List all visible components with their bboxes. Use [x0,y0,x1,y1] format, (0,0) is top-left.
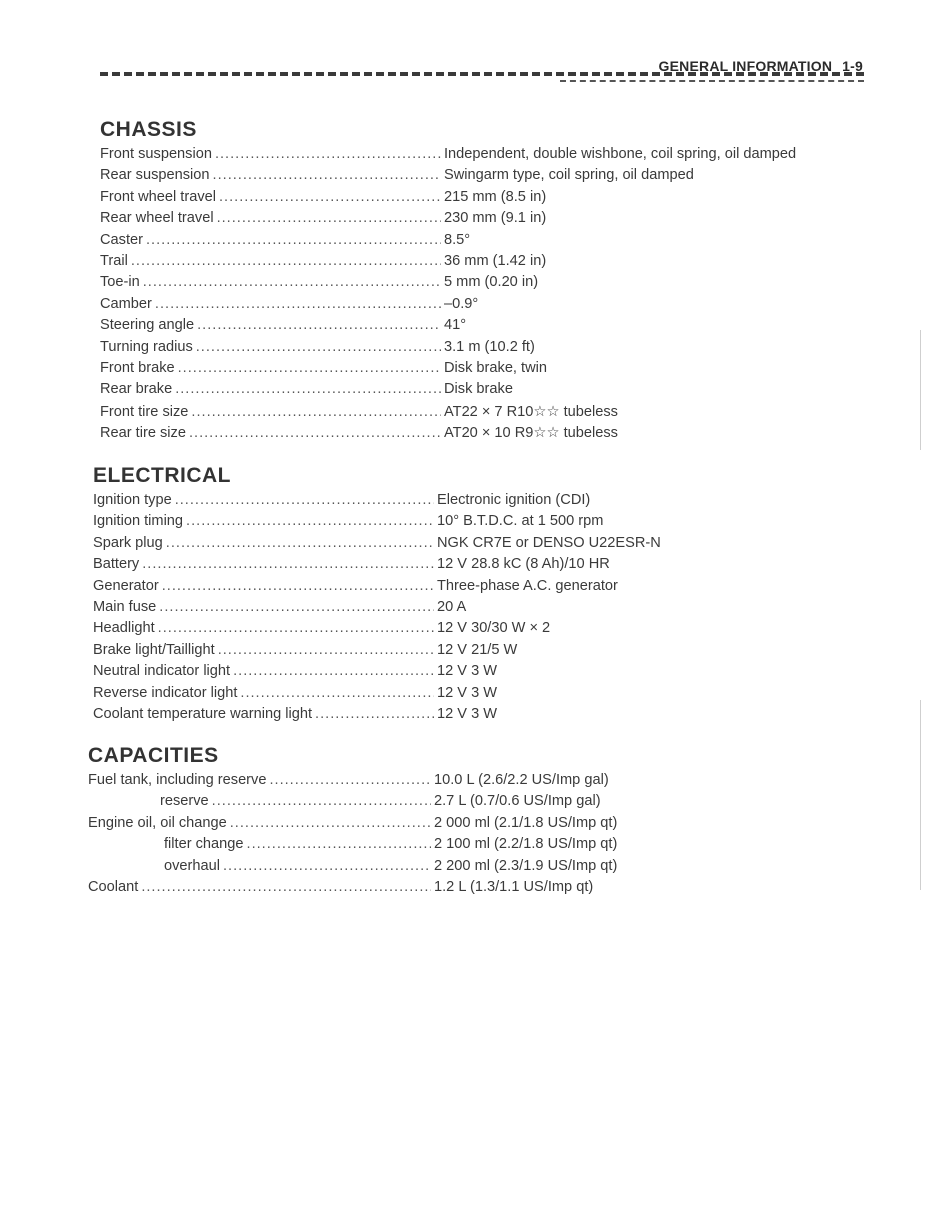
leader-dots [131,253,441,269]
spec-label-area [88,793,434,809]
spec-label: Generator [93,577,159,594]
spec-label: Rear tire size [100,425,186,442]
spec-value: 12 V 3 W [437,663,498,680]
spec-row [93,642,833,663]
spec-label-area [93,492,437,508]
spec-label-area [100,404,444,420]
leader-dots [186,513,434,529]
spec-label-area [100,296,444,312]
page-number: 1-9 [842,58,863,74]
spec-label: Camber [100,295,152,312]
leader-dots [158,620,434,636]
spec-row [93,578,833,599]
spec-value: 2 200 ml (2.3/1.9 US/Imp qt) [434,857,618,874]
capacities-section [88,744,828,900]
spec-row [88,836,828,857]
spec-label: Front brake [100,359,175,376]
electrical-spec-list [93,492,833,727]
spec-label-area [88,772,434,788]
chassis-section [100,118,840,445]
spec-row [100,424,840,445]
scan-artifact [920,330,921,450]
spec-label-area [100,274,444,290]
spec-value: 10.0 L (2.6/2.2 US/Imp gal) [434,772,609,788]
spec-row [100,189,840,210]
spec-value: Disk brake, twin [444,359,547,376]
leader-dots [162,578,434,594]
leader-dots [247,836,431,852]
spec-value: 2.7 L (0.7/0.6 US/Imp gal) [434,793,601,810]
leader-dots [175,381,441,397]
spec-label-area [100,381,444,397]
leader-dots [315,706,434,722]
capacities-title: CAPACITIES [88,744,219,767]
leader-dots [159,599,434,615]
spec-value: 12 V 3 W [437,705,498,722]
spec-label-area [100,339,444,355]
spec-row [100,210,840,231]
chassis-title: CHASSIS [100,118,197,141]
leader-dots [146,232,441,248]
spec-value: –0.9° [444,295,479,312]
leader-dots [215,146,441,162]
leader-dots [240,685,434,701]
leader-dots [233,663,434,679]
spec-label: reserve [160,793,209,810]
spec-value: Disk brake [444,381,513,398]
leader-dots [178,360,441,376]
spec-label-area [88,836,434,852]
leader-dots [218,642,434,658]
capacities-spec-list [88,772,828,900]
spec-label-area [100,167,444,183]
spec-label: Spark plug [93,534,163,551]
leader-dots [141,879,431,895]
spec-label: Caster [100,231,143,248]
leader-dots [191,404,441,420]
spec-row [93,620,833,641]
spec-row [93,663,833,684]
spec-label: Engine oil, oil change [88,814,227,831]
leader-dots [197,317,441,333]
spec-label: Front tire size [100,403,189,420]
leader-dots [155,296,441,312]
spec-row [100,296,840,317]
spec-row [93,599,833,620]
spec-label: Front suspension [100,146,212,162]
spec-label: Main fuse [93,598,157,615]
spec-row [100,232,840,253]
leader-dots [189,425,441,441]
spec-value: 41° [444,317,467,334]
spec-label-area [100,232,444,248]
spec-value: 12 V 21/5 W [437,641,518,658]
spec-row [93,556,833,577]
spec-label-area [88,879,434,895]
spec-value: 2 000 ml (2.1/1.8 US/Imp qt) [434,814,618,831]
leader-dots [143,274,441,290]
spec-row [88,879,828,900]
spec-label: Turning radius [100,338,193,355]
spec-label: Front wheel travel [100,188,216,205]
spec-row [88,772,828,793]
electrical-section [93,464,833,727]
spec-label-area [93,599,437,615]
header-rule [100,72,864,76]
spec-label: Headlight [93,620,155,637]
leader-dots [269,772,431,788]
spec-label-area [93,685,437,701]
leader-dots [196,339,441,355]
spec-row [93,513,833,534]
spec-row [88,858,828,879]
spec-row [100,317,840,338]
spec-label-area [93,556,437,572]
spec-label-area [100,425,444,441]
spec-label-area [100,317,444,333]
spec-value: 12 V 3 W [437,684,498,701]
spec-label-area [100,253,444,269]
spec-row [100,403,840,424]
header-rule-secondary [560,80,864,82]
spec-row [100,253,840,274]
spec-label-area [100,189,444,205]
spec-value: 12 V 30/30 W × 2 [437,620,551,637]
spec-label: Coolant [88,878,139,895]
spec-row [88,793,828,814]
spec-label-area [93,706,437,722]
spec-label: Rear suspension [100,167,210,184]
spec-value: 10° B.T.D.C. at 1 500 rpm [437,513,604,530]
leader-dots [213,167,441,183]
spec-row [93,492,833,513]
spec-value: 215 mm (8.5 in) [444,188,547,205]
spec-label-area [88,815,434,831]
spec-label: Ignition type [93,492,172,508]
spec-label: Battery [93,556,140,573]
spec-label: Ignition timing [93,513,184,530]
spec-label-area [93,620,437,636]
spec-label-area [93,642,437,658]
spec-label: Neutral indicator light [93,663,231,680]
spec-value: Independent, double wishbone, coil spring, oil damped [444,146,797,162]
spec-label: Rear brake [100,381,173,398]
spec-label: Toe-in [100,274,140,291]
spec-row [100,146,840,167]
spec-row [100,167,840,188]
spec-label-area [100,360,444,376]
spec-value: 12 V 28.8 kC (8 Ah)/10 HR [437,556,610,573]
spec-value: 36 mm (1.42 in) [444,252,547,269]
spec-row [93,535,833,556]
spec-label-area [100,146,444,162]
spec-row [100,274,840,295]
spec-label-area [93,513,437,529]
spec-label-area [93,578,437,594]
spec-label: Brake light/Taillight [93,641,215,658]
spec-value: AT20 × 10 R9☆☆ tubeless [444,425,618,442]
spec-value: NGK CR7E or DENSO U22ESR-N [437,534,661,551]
spec-value: Electronic ignition (CDI) [437,492,591,508]
spec-label-area [100,210,444,226]
spec-value: Three-phase A.C. generator [437,577,618,594]
spec-label: Fuel tank, including reserve [88,772,267,788]
spec-value: 5 mm (0.20 in) [444,274,539,291]
spec-value: 230 mm (9.1 in) [444,210,547,227]
scan-artifact [920,700,921,890]
leader-dots [175,492,434,508]
spec-label: filter change [164,836,244,853]
leader-dots [230,815,431,831]
spec-value: AT22 × 7 R10☆☆ tubeless [444,403,618,420]
spec-row [100,339,840,360]
spec-label-area [88,858,434,874]
spec-value: 1.2 L (1.3/1.1 US/Imp qt) [434,878,594,895]
spec-value: 3.1 m (10.2 ft) [444,338,535,355]
spec-label: Trail [100,252,128,269]
spec-label: Rear wheel travel [100,210,214,227]
spec-label: Coolant temperature warning light [93,705,313,722]
leader-dots [217,210,441,226]
spec-row [100,381,840,402]
spec-value: Swingarm type, coil spring, oil damped [444,167,694,184]
spec-label: overhaul [164,857,220,874]
spec-label: Reverse indicator light [93,684,238,701]
spec-row [93,685,833,706]
spec-label-area [93,535,437,551]
chassis-spec-list [100,146,840,445]
leader-dots [166,535,434,551]
header-title: GENERAL INFORMATION [658,58,833,74]
leader-dots [212,793,431,809]
spec-label-area [93,663,437,679]
electrical-title: ELECTRICAL [93,464,231,487]
spec-label: Steering angle [100,317,195,334]
spec-row [100,360,840,381]
spec-value: 2 100 ml (2.2/1.8 US/Imp qt) [434,836,618,853]
leader-dots [223,858,431,874]
spec-value: 8.5° [444,231,471,248]
spec-value: 20 A [437,598,467,615]
spec-row [88,815,828,836]
leader-dots [142,556,434,572]
spec-row [93,706,833,727]
leader-dots [219,189,441,205]
